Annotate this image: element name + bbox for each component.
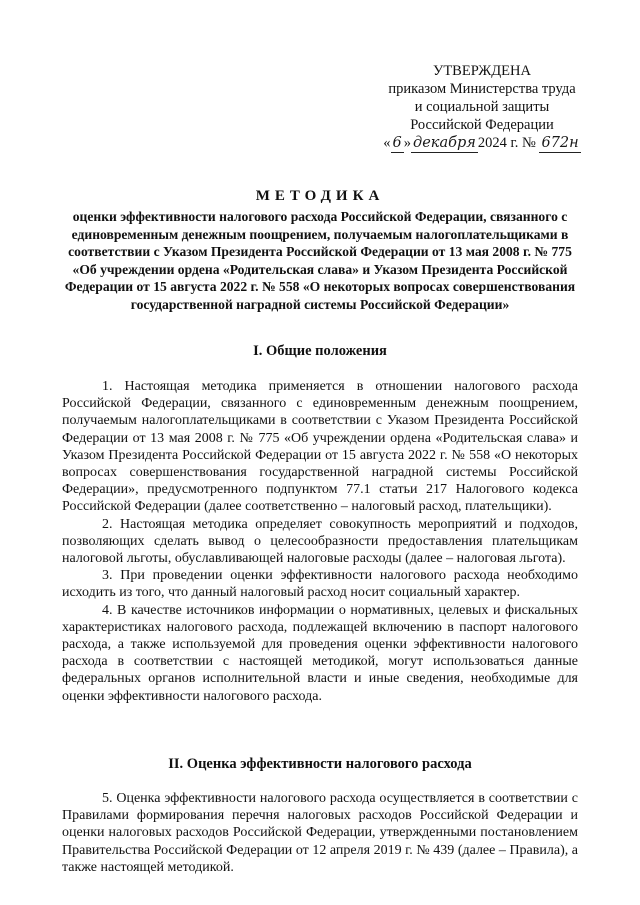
- paragraph-4: 4. В качестве источников информации о нормативных, целевых и фискальных характеристиках налогового расхода, подлежащей включению в паспорт налогового расхода, а также используемой для проведения оценки эффективности налогового расхода в соответствии с настоящей методикой, могут использоваться данные федеральных органов исполнительной власти и иные сведения, необходимые для оценки эффективности налогового расхода.: [62, 602, 578, 704]
- paragraph-5: 5. Оценка эффективности налогового расхода осуществляется в соответствии с Правилами формирования перечня налоговых расходов Российской Федерации и оценки налоговых расходов Российской Федерации, утвержденными постановлением Правительства Российской Федерации от 12 апреля 2019 г. № 439 (далее – Правила), а также настоящей методикой.: [62, 791, 578, 875]
- approval-line-ministry: приказом Министерства труда: [388, 81, 576, 97]
- approval-line-country: Российской Федерации: [410, 117, 554, 133]
- order-number-handwritten: 672н: [541, 135, 579, 151]
- document-title-block: [62, 186, 578, 313]
- approval-line-social: и социальной защиты: [414, 99, 550, 115]
- section-1-heading: I. Общие положения: [253, 343, 387, 359]
- document-title: МЕТОДИКА: [255, 188, 385, 204]
- paragraph-3: 3. При проведении оценки эффективности налогового расхода необходимо исходить из того, что данный налоговый расход носит социальный характер.: [62, 568, 578, 601]
- section-2-body: [62, 790, 578, 876]
- section-1-body: [62, 378, 578, 705]
- date-month-handwritten: декабря: [413, 135, 476, 151]
- paragraph-1: 1. Настоящая методика применяется в отношении налогового расхода Российской Федерации, связанного с единовременным денежным поощрением, получаемым налогоплательщиками в соответствии с Указом Президента Российской Федерации от 13 мая 2008 г. № 775 «Об учреждении ордена «Родительская слава» и Указом Президента Российской Федерации от 15 августа 2022 г. № 558 «О некоторых вопросах совершенствования государственной наградной системы Российской Федерации», предусмотренного подпунктом 77.1 статьи 217 Налогового кодекса Российской Федерации (далее соответственно – налоговый расход, плательщики).: [62, 379, 578, 515]
- approval-stamp: [372, 62, 592, 153]
- date-quote-close: »: [403, 135, 412, 151]
- date-quote-open: «: [383, 135, 391, 151]
- approval-date-line: [372, 134, 592, 153]
- document-subtitle: оценки эффективности налогового расхода Российской Федерации, связанного с единовременным денежным поощрением, получаемым налогоплательщиками в соответствии с Указом Президента Российской Федерации от 13 мая 2008 г. № 775 «Об учреждении ордена «Родительская слава» и Указом Президента Российской Федерации от 15 августа 2022 г. № 558 «О некоторых вопросах совершенствования государственной наградной системы Российской Федерации»: [64, 209, 576, 312]
- paragraph-2: 2. Настоящая методика определяет совокупность мероприятий и подходов, позволяющих сделать вывод о целесообразности предоставления плательщикам налоговой льготы, обуславливающей налоговые расходы (далее – налоговая льгота).: [62, 516, 578, 567]
- date-day-handwritten: 6: [392, 135, 402, 151]
- section-2-heading: II. Оценка эффективности налогового расхода: [168, 756, 472, 772]
- date-year: 2024 г. №: [477, 135, 536, 151]
- approval-title: УТВЕРЖДЕНА: [433, 63, 531, 79]
